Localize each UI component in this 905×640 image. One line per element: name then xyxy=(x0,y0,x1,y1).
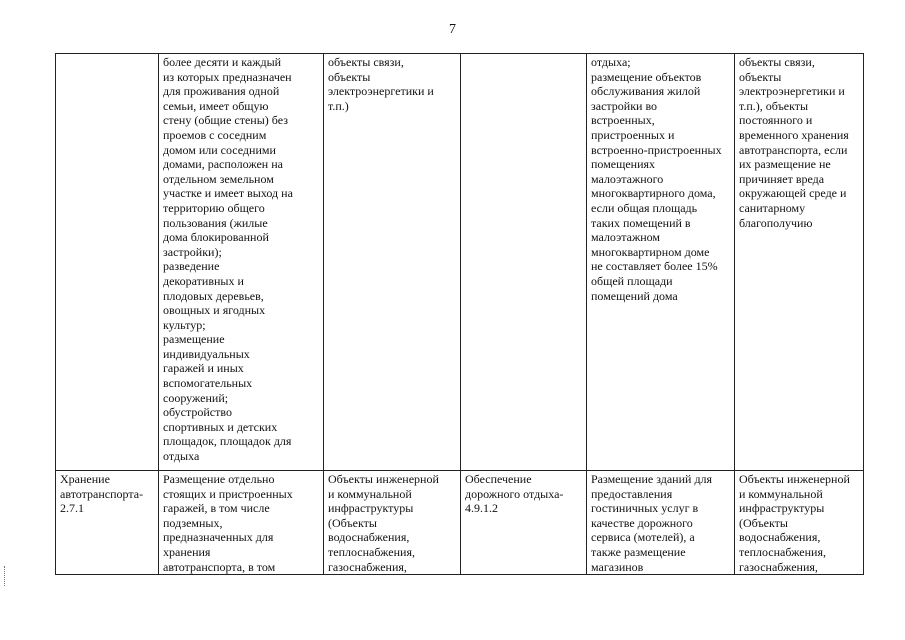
table-cell: Объекты инженерной и коммунальной инфраструктуры (Объекты водоснабжения, теплоснабжения, газоснабжения, xyxy=(324,471,461,575)
table-cell xyxy=(56,54,159,471)
land-use-table xyxy=(55,53,864,575)
table-cell: объекты связи, объекты электроэнергетики и т.п.) xyxy=(324,54,461,471)
margin-mark xyxy=(4,566,11,586)
table-cell: Размещение отдельно стоящих и пристроенных гаражей, в том числе подземных, предназначенных для хранения автотранспорта, в том xyxy=(159,471,324,575)
page-number: 7 xyxy=(449,22,456,37)
table-row xyxy=(56,54,864,471)
table-cell: Хранение автотранспорта- 2.7.1 xyxy=(56,471,159,575)
table-cell: отдыха; размещение объектов обслуживания жилой застройки во встроенных, пристроенных и встроенно-пристроенных помещениях малоэтажного многоквартирного дома, если общая площадь таких помещений в малоэтажном многоквартирном доме не составляет более 15% общей площади помещений дома xyxy=(587,54,735,471)
table-cell: Объекты инженерной и коммунальной инфраструктуры (Объекты водоснабжения, теплоснабжения, газоснабжения, xyxy=(735,471,864,575)
table-cell: более десяти и каждый из которых предназначен для проживания одной семьи, имеет общую стену (общие стены) без проемов с соседним домом или соседними домами, расположен на отдельном земельном участке и имеет выход на территорию общего пользования (жилые дома блокированной застройки); разведение декоративных и плодовых деревьев, овощных и ягодных культур; размещение индивидуальных гаражей и иных вспомогательных сооружений; обустройство спортивных и детских площадок, площадок для отдыха xyxy=(159,54,324,471)
table-cell: Размещение зданий для предоставления гостиничных услуг в качестве дорожного сервиса (мотелей), а также размещение магазинов xyxy=(587,471,735,575)
table-cell: Обеспечение дорожного отдыха- 4.9.1.2 xyxy=(461,471,587,575)
table-cell xyxy=(461,54,587,471)
table-cell: объекты связи, объекты электроэнергетики и т.п.), объекты постоянного и временного хранения автотранспорта, если их размещение не причиняет вреда окружающей среде и санитарному благополучию xyxy=(735,54,864,471)
table-row xyxy=(56,471,864,575)
